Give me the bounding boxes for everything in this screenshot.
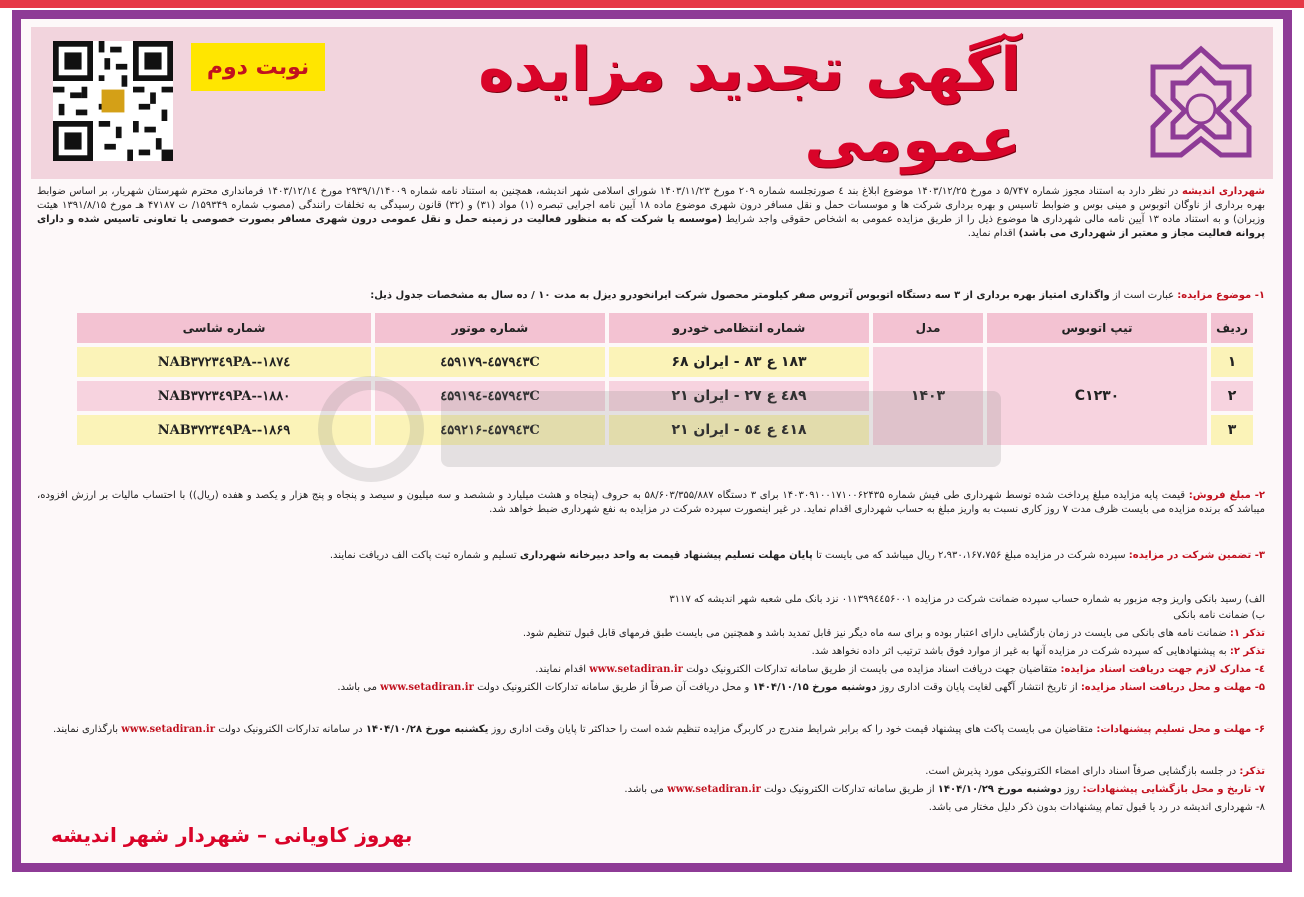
note-1: [37, 627, 1265, 641]
item-7-tail: می باشد.: [624, 784, 664, 795]
intro-tail: اقدام نماید.: [967, 228, 1016, 239]
item-5-label: ۵- مهلت و محل دریافت اسناد مزایده:: [1080, 682, 1265, 693]
setadiran-link[interactable]: www.setadiran.ir: [667, 784, 761, 795]
item-7-text: روز: [1064, 784, 1080, 795]
item-5-bold: دوشنبه مورخ ۱۴۰۴/۱۰/۱۵: [752, 682, 877, 693]
item-1-bold: واگذاری امتیاز بهره برداری از ۳ سه دستگاه اتوبوس آتروس صفر کیلومتر محصول شرکت ایرانخودرو دیزل به مدت ۱۰ / ده سال به مشخصات جدول ذیل:: [370, 290, 1110, 301]
header-bus-type: تیپ اتوبوس: [987, 313, 1207, 343]
page-title: آگهی تجدید مزایده عمومی: [478, 35, 1021, 175]
item-6: [37, 723, 1265, 737]
notice-frame: [12, 10, 1292, 872]
item-4-label: ٤- مدارک لازم جهت دریافت اسناد مزایده:: [1060, 664, 1265, 675]
setadiran-link[interactable]: www.setadiran.ir: [589, 664, 683, 675]
note-1-text: ضمانت نامه های بانکی می بایست در زمان بازگشایی دارای اعتبار بوده و برای سه ماه دیگر نیز قابل تمدید باشد و همچنین می بایست طبق فرمهای قابل قبول تنظیم شود.: [522, 628, 1227, 639]
note-2-label: تذکر ۲:: [1229, 646, 1265, 657]
intro-paragraph: [37, 185, 1265, 241]
item-7-label: ۷- تاریخ و محل بازگشایی پیشنهادات:: [1082, 784, 1265, 795]
engine-cell: ٤۵۷۹٤۳C-٤۵۹۲۱۶: [375, 415, 605, 445]
plate-cell: ۱۸۳ ع ۸۳ - ایران ۶۸: [609, 347, 869, 377]
item-1-text: عبارت است از: [1112, 290, 1175, 301]
item-7-bold: دوشنبه مورخ ۱۴۰۴/۱۰/۲۹: [937, 784, 1062, 795]
setadiran-link[interactable]: www.setadiran.ir: [121, 724, 215, 735]
notice-header: [31, 27, 1273, 179]
item-3-bold: پایان مهلت تسلیم پیشنهاد قیمت به واحد دبیرخانه شهرداری: [519, 550, 813, 561]
item-5-text: از تاریخ انتشار آگهی لغایت پایان وقت اداری روز: [879, 682, 1078, 693]
engine-cell: ٤۵۷۹٤۳C-٤۵۹۱۷۹: [375, 347, 605, 377]
plate-cell: ٤۸۹ ع ۲۷ - ایران ۲۱: [609, 381, 869, 411]
item-6-label: ۶- مهلت و محل تسلیم پیشنهادات:: [1096, 724, 1265, 735]
chassis-cell: NAB۳۷۲۳٤۹PA--۱۸۸۰: [77, 381, 371, 411]
notice-body: [21, 19, 1283, 863]
item-2: [37, 489, 1265, 517]
item-1-label: ۱- موضوع مزایده:: [1177, 290, 1265, 301]
bus-table: [73, 309, 1257, 449]
item-5-tail: می باشد.: [337, 682, 377, 693]
row-num: ۱: [1211, 347, 1253, 377]
item-3-label: ۳- تضمین شرکت در مزایده:: [1128, 550, 1265, 561]
note-2: [37, 645, 1265, 659]
item-6-text: متقاضیان می بایست پاکت های پیشنهاد قیمت خود را که برابر شرایط مندرج در کاربرگ مزایده تنظیم شده است را حداکثر تا پایان وقت اداری روز: [491, 724, 1094, 735]
header-model: مدل: [873, 313, 983, 343]
item-3-text: سپرده شرکت در مزایده مبلغ ۲،۹۳۰،۱۶۷،۷۵۶ ریال میباشد که می بایست تا: [815, 550, 1126, 561]
item-4: [37, 663, 1265, 677]
note-3: [37, 765, 1265, 779]
intro-lead: شهرداری اندیشه: [1181, 186, 1266, 197]
note-1-label: تذکر ۱:: [1229, 628, 1265, 639]
item-4-tail: اقدام نمایند.: [535, 664, 587, 675]
item-6-tail: بارگذاری نمایند.: [52, 724, 119, 735]
model-cell: ۱۴۰۳: [873, 347, 983, 445]
item-3a: الف) رسید بانکی واریز وجه مزبور به شماره حساب سپرده ضمانت شرکت در مزایده ۰۱۱۳۹۹٤٤۵۶۰۰۱ نزد بانک ملی شعبه شهر اندیشه که ۳۱۱۷: [669, 594, 1265, 605]
item-6-text2: در سامانه تدارکات الکترونیک دولت: [218, 724, 363, 735]
item-3-tail: تسلیم و شماره ثبت پاکت الف دریافت نمایند.: [329, 550, 517, 561]
header-plate: شماره انتظامی خودرو: [609, 313, 869, 343]
header-engine: شماره موتور: [375, 313, 605, 343]
table-header-row: [77, 313, 1253, 343]
engine-cell: ٤۵۷۹٤۳C-٤۵۹۱۹٤: [375, 381, 605, 411]
table-row: [77, 347, 1253, 377]
qr-code-icon: [53, 41, 173, 161]
mayor-signature: بهروز کاویانی – شهردار شهر اندیشه: [51, 823, 413, 847]
header-chassis: شماره شاسی: [77, 313, 371, 343]
top-color-strip: [0, 0, 1304, 8]
intro-text: در نظر دارد به استناد مجوز شماره ۵/۷۴۷ د مورخ ۱۴۰۳/۱۲/۲۵ موضوع ابلاغ بند ٤ صورتجلسه شماره ۲۰۹ مورخ ۱۴۰۳/۱۱/۲۳ شورای اسلامی شهر اندیشه، همچنین به استناد نامه شماره ۲۹۳۹/۱/۱۴۰۰۹ مورخ ۱۴۰۳/۱۲/۱٤ فرمانداری محترم شهرستان شهریار، بر اساس ضوابط بهره برداری از ناوگان اتوبوس و مینی بوس و ضوابط تاسیس و بهره برداری شرکت ها و موسسات حمل و نقل مسافر درون شهری موضوع ماده ۱۸ آیین نامه اجرایی تبصره (۱) مواد (۳۱) و (۳۲) قانون رسیدگی به تخلفات رانندگی (مصوب شماره ۱۵۹۳۴۹/ ت ۴۷۱۸۷ هـ مورخ ۱۳۹۱/۸/۱۵ هیئت وزیران) و به استناد ماده ۱۳ آیین نامه مالی شهرداری ها موضوع ذیل را از طریق مزایده عمومی به اشخاص حقوقی واجد شرایط: [37, 186, 1266, 225]
item-3b: ب) ضمانت نامه بانکی: [1173, 610, 1265, 621]
intro-bold: (موسسه یا شرکت که به منظور فعالیت در زمینه حمل و نقل عمومی درون شهری مسافر بصورت خصوصی یا تعاونی تاسیس شده و دارای پروانه فعالیت مجاز و معتبر از شهرداری می باشد): [37, 214, 1265, 239]
item-4-text: متقاضیان جهت دریافت اسناد مزایده می بایست از طریق سامانه تدارکات الکترونیک دولت: [686, 664, 1058, 675]
item-7: [37, 783, 1265, 797]
chassis-cell: NAB۳۷۲۳٤۹PA--۱۸۷٤: [77, 347, 371, 377]
chassis-cell: NAB۳۷۲۳٤۹PA--۱۸۶۹: [77, 415, 371, 445]
item-2-text: قیمت پایه مزایده مبلغ پرداخت شده توسط شهرداری طی فیش شماره ۱۴۰۳۰۹۱۰۰۱۷۱۰۰۶۲۴۳۵ برای ۳ دستگاه ۵۸/۶۰۳/۳۵۵/۸۸۷ به حروف (پنجاه و هشت میلیارد و ششصد و سه میلیون و سیصد و پنجاه و پنج هزار و یکصد و هفده (ریال)) با احتساب مالیات بر ارزش افزوده، میباشد که برنده مزایده می بایست ظرف مدت ۷ روز کاری نسبت به واریز مبلغ به حساب شهرداری اقدام نماید. در غیر اینصورت سپرده شرکت در مزایده به نفع شهرداری ضبط خواهد شد.: [37, 490, 1265, 515]
setadiran-link[interactable]: www.setadiran.ir: [380, 682, 474, 693]
item-5-text2: و محل دریافت آن صرفاً از طریق سامانه تدارکات الکترونیک دولت: [477, 682, 750, 693]
item-6-bold: یکشنبه مورخ ۱۴۰۴/۱۰/۲۸: [365, 724, 489, 735]
item-2-label: ۲- مبلغ فروش:: [1188, 490, 1266, 501]
note-3-text: در جلسه بازگشایی صرفاً اسناد دارای امضاء الکترونیکی مورد پذیرش است.: [925, 766, 1237, 777]
item-3: [37, 549, 1265, 563]
item-8: ۸- شهرداری اندیشه در رد یا قبول تمام پیشنهادات بدون ذکر دلیل مختار می باشد.: [928, 802, 1265, 813]
note-2-text: به پیشنهادهایی که سپرده شرکت در مزایده آنها به غیر از موارد فوق باشد ترتیب اثر داده نخواهد شد.: [811, 646, 1227, 657]
second-publication-badge: نوبت دوم: [191, 43, 325, 91]
andisheh-municipality-logo-icon: [1145, 43, 1257, 161]
row-num: ۳: [1211, 415, 1253, 445]
item-5: [37, 681, 1265, 695]
header-row-num: ردیف: [1211, 313, 1253, 343]
bus-type-cell: C۱۲۳۰: [987, 347, 1207, 445]
row-num: ۲: [1211, 381, 1253, 411]
note-3-label: تذکر:: [1239, 766, 1265, 777]
item-1: [37, 289, 1265, 303]
plate-cell: ٤۱۸ ع ٥٤ - ایران ۲۱: [609, 415, 869, 445]
item-7-text2: از طریق سامانه تدارکات الکترونیک دولت: [764, 784, 935, 795]
